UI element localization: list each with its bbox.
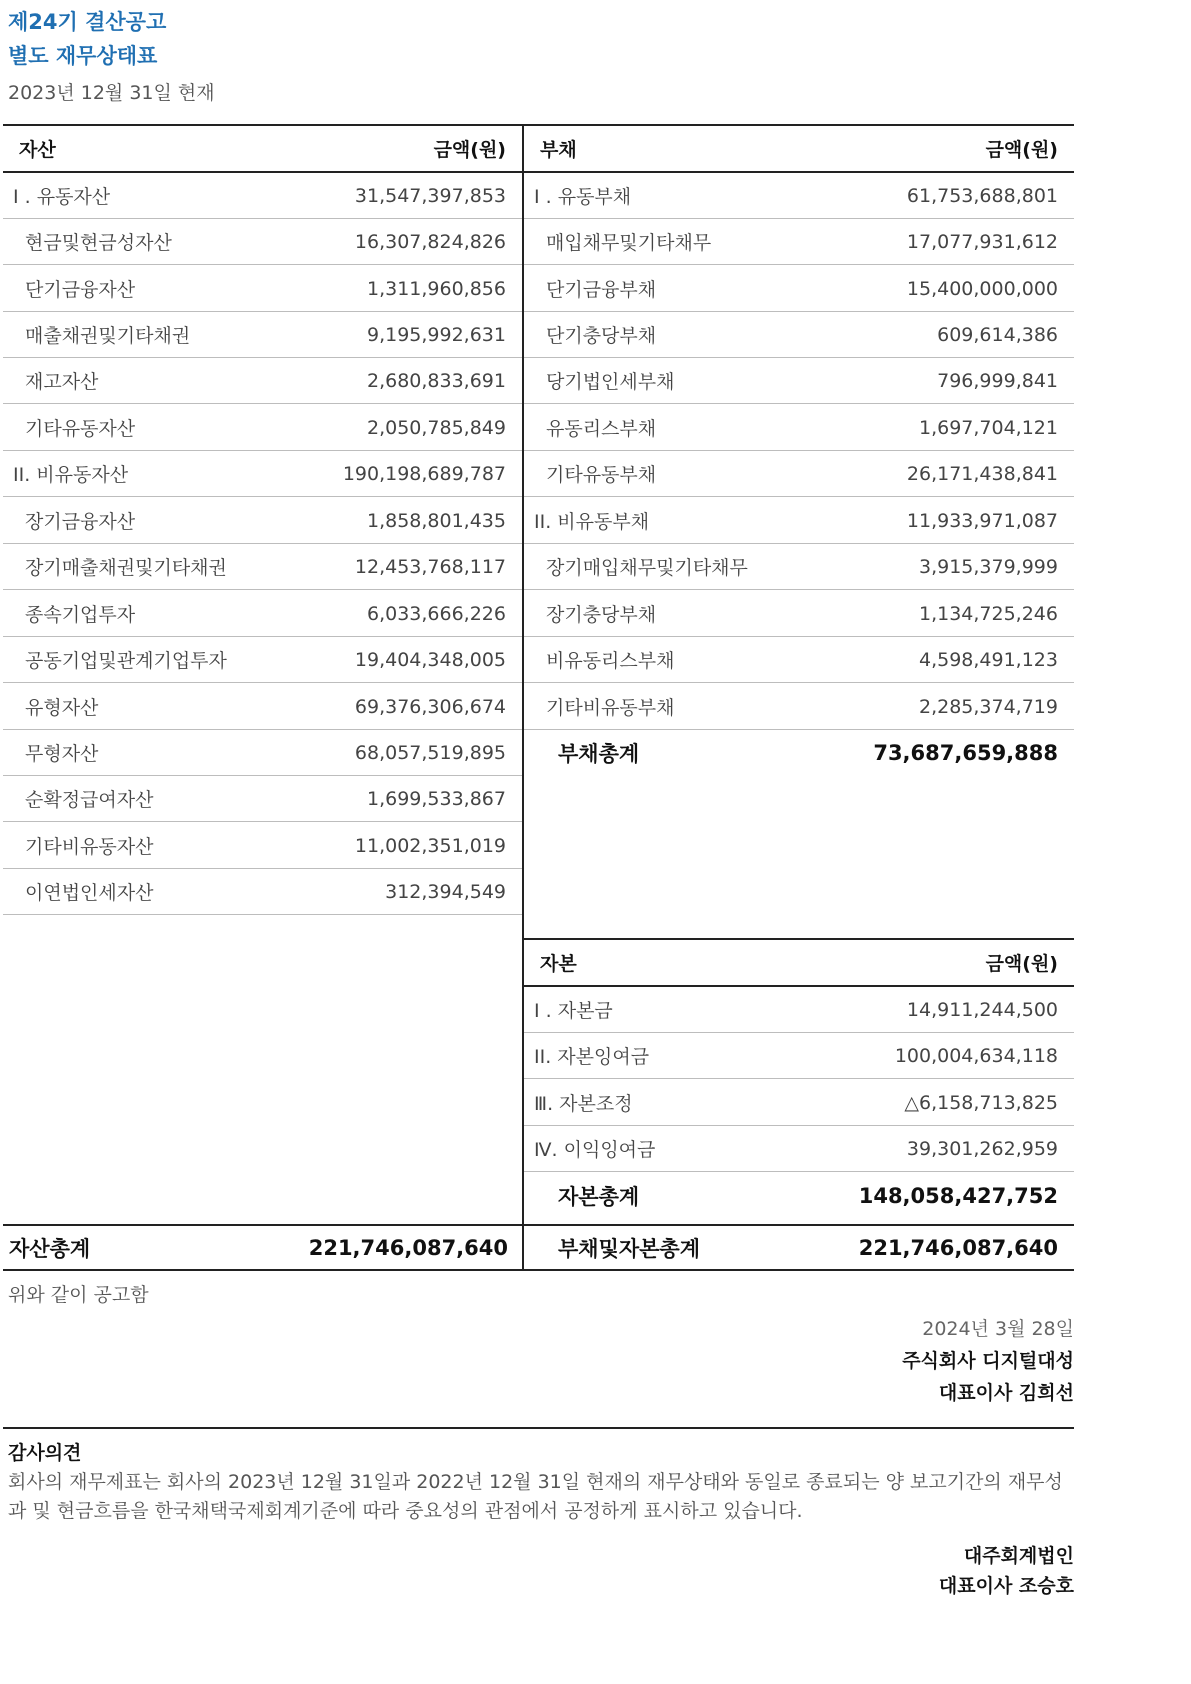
row-label: 순확정급여자산 [25, 789, 154, 811]
table-row [3, 405, 522, 451]
row-label: 장기금융자산 [25, 511, 136, 533]
table-row [524, 498, 1074, 544]
liabilities-total-label: 부채총계 [558, 742, 640, 766]
row-label: II. 비유동자산 [13, 464, 129, 486]
table-row [524, 358, 1074, 404]
table-row [3, 823, 522, 869]
notice-date: 2024년 3월 28일 [922, 1318, 1074, 1340]
table-row [3, 312, 522, 358]
row-amount: 19,404,348,005 [354, 648, 506, 671]
equity-total-amount: 148,058,427,752 [858, 1184, 1058, 1208]
table-row [3, 730, 522, 776]
row-label: 단기금융부채 [546, 279, 657, 301]
row-label: 기타유동자산 [25, 418, 136, 440]
row-amount: 69,376,306,674 [354, 695, 506, 718]
liabilities-total-amount: 73,687,659,888 [873, 741, 1058, 765]
equity-header-label: 자본 [540, 953, 577, 975]
equity-total-label: 자본총계 [558, 1185, 640, 1209]
liabilities-header-row [524, 126, 1074, 173]
liabilities-header-amount: 금액(원) [985, 139, 1058, 161]
row-label: 매출채권및기타채권 [25, 325, 191, 347]
row-amount: 16,307,824,826 [354, 230, 506, 253]
row-label: 단기금융자산 [25, 279, 136, 301]
row-label: 장기충당부채 [546, 604, 657, 626]
row-label: 종속기업투자 [25, 604, 136, 626]
announcement-header [8, 6, 215, 108]
audit-opinion-text: 회사의 재무제표는 회사의 2023년 12월 31일과 2022년 12월 31일 현재의 재무상태와 동일로 종료되는 양 보고기간의 재무성과 및 현금흐름을 한국채택국제회계기준에 따라 중요성의 관점에서 공정하게 표시하고 있습니다. [8, 1471, 1063, 1522]
row-amount: 609,614,386 [937, 323, 1058, 346]
row-label: 재고자산 [25, 371, 99, 393]
table-row [3, 451, 522, 497]
row-amount: 61,753,688,801 [906, 184, 1058, 207]
row-amount: 100,004,634,118 [894, 1044, 1058, 1067]
row-label: I . 유동부채 [534, 186, 632, 208]
row-amount: 4,598,491,123 [918, 648, 1058, 671]
audit-divider [3, 1427, 1074, 1429]
audit-firm-name: 대주회계법인 [963, 1545, 1074, 1567]
row-amount: △6,158,713,825 [904, 1091, 1058, 1114]
table-row [524, 684, 1074, 730]
row-amount: 1,697,704,121 [918, 416, 1058, 439]
table-row [524, 451, 1074, 497]
assets-total-label: 자산총계 [9, 1236, 91, 1261]
row-amount: 2,680,833,691 [366, 369, 506, 392]
row-label: Ⅲ. 자본조정 [534, 1093, 633, 1115]
table-row [3, 219, 522, 265]
row-amount: 796,999,841 [937, 369, 1058, 392]
row-label: 장기매출채권및기타채권 [25, 557, 227, 579]
row-amount: 1,699,533,867 [366, 787, 506, 810]
row-amount: 190,198,689,787 [342, 462, 506, 485]
table-row [3, 173, 522, 219]
assets-total-row [3, 1224, 522, 1271]
assets-total-amount: 221,746,087,640 [308, 1235, 508, 1260]
row-amount: 31,547,397,853 [354, 184, 506, 207]
company-name: 주식회사 디지털대성 [902, 1350, 1074, 1372]
row-label: 단기충당부채 [546, 325, 657, 347]
table-row [3, 869, 522, 915]
table-row [3, 498, 522, 544]
row-label: II. 비유동부채 [534, 511, 650, 533]
table-row [3, 266, 522, 312]
row-label: 기타비유동자산 [25, 836, 154, 858]
audit-firm-ceo: 대표이사 조승호 [938, 1575, 1074, 1597]
table-row [524, 1080, 1074, 1126]
row-amount: 6,033,666,226 [366, 602, 506, 625]
table-row [3, 544, 522, 590]
table-row [524, 266, 1074, 312]
liabilities-header-label: 부채 [540, 139, 577, 161]
row-amount: 39,301,262,959 [906, 1137, 1058, 1160]
row-label: 비유동리스부채 [546, 650, 675, 672]
liabilities-equity-total-amount: 221,746,087,640 [858, 1235, 1058, 1260]
liabilities-total-row [524, 730, 1074, 776]
table-row [524, 219, 1074, 265]
row-label: 기타유동부채 [546, 464, 657, 486]
row-label: 공동기업및관계기업투자 [25, 650, 227, 672]
row-label: 기타비유동부채 [546, 697, 675, 719]
table-row [524, 591, 1074, 637]
row-amount: 2,050,785,849 [366, 416, 506, 439]
row-label: 당기법인세부채 [546, 371, 675, 393]
table-row [3, 591, 522, 637]
row-amount: 68,057,519,895 [354, 741, 506, 764]
statement-date: 2023년 12월 31일 현재 [8, 82, 215, 104]
balance-sheet-table [3, 124, 1074, 1271]
table-row [3, 637, 522, 683]
table-row [3, 776, 522, 822]
equity-header-row [524, 940, 1074, 987]
table-row [524, 1126, 1074, 1172]
company-ceo: 대표이사 김희선 [938, 1382, 1074, 1404]
table-row [524, 1033, 1074, 1079]
row-amount: 3,915,379,999 [918, 555, 1058, 578]
table-row [524, 173, 1074, 219]
table-row [524, 405, 1074, 451]
row-label: 현금및현금성자산 [25, 232, 172, 254]
table-row [3, 684, 522, 730]
row-label: 유형자산 [25, 697, 99, 719]
table-row [524, 544, 1074, 590]
row-label: II. 자본잉여금 [534, 1046, 650, 1068]
row-label: 이연법인세자산 [25, 882, 154, 904]
table-row [524, 312, 1074, 358]
equity-total-row [524, 1173, 1074, 1219]
statement-title: 별도 재무상태표 [8, 44, 158, 68]
row-label: I . 유동자산 [13, 186, 111, 208]
assets-header-amount: 금액(원) [433, 139, 506, 161]
row-amount: 9,195,992,631 [366, 323, 506, 346]
liabilities-equity-total-row [524, 1224, 1074, 1271]
table-row [3, 358, 522, 404]
row-amount: 11,002,351,019 [354, 834, 506, 857]
row-label: 유동리스부채 [546, 418, 657, 440]
row-amount: 11,933,971,087 [906, 509, 1058, 532]
assets-header-label: 자산 [19, 139, 56, 161]
assets-header-row [3, 126, 522, 173]
row-label: 무형자산 [25, 743, 99, 765]
row-amount: 1,134,725,246 [918, 602, 1058, 625]
row-label: 매입채무및기타채무 [546, 232, 712, 254]
equity-header-amount: 금액(원) [985, 953, 1058, 975]
table-row [524, 637, 1074, 683]
row-amount: 17,077,931,612 [906, 230, 1058, 253]
notice-text: 위와 같이 공고함 [8, 1284, 149, 1306]
row-amount: 312,394,549 [385, 880, 506, 903]
row-amount: 15,400,000,000 [906, 277, 1058, 300]
row-amount: 14,911,244,500 [906, 998, 1058, 1021]
row-amount: 26,171,438,841 [906, 462, 1058, 485]
row-amount: 2,285,374,719 [918, 695, 1058, 718]
row-amount: 12,453,768,117 [354, 555, 506, 578]
row-label: I . 자본금 [534, 1000, 613, 1022]
audit-opinion-title: 감사의견 [8, 1442, 82, 1464]
liabilities-equity-total-label: 부채및자본총계 [558, 1236, 701, 1261]
row-amount: 1,858,801,435 [366, 509, 506, 532]
row-label: 장기매입채무및기타채무 [546, 557, 748, 579]
row-label: Ⅳ. 이익잉여금 [534, 1139, 656, 1161]
table-row [524, 987, 1074, 1033]
page-title: 제24기 결산공고 [8, 10, 167, 34]
row-amount: 1,311,960,856 [366, 277, 506, 300]
